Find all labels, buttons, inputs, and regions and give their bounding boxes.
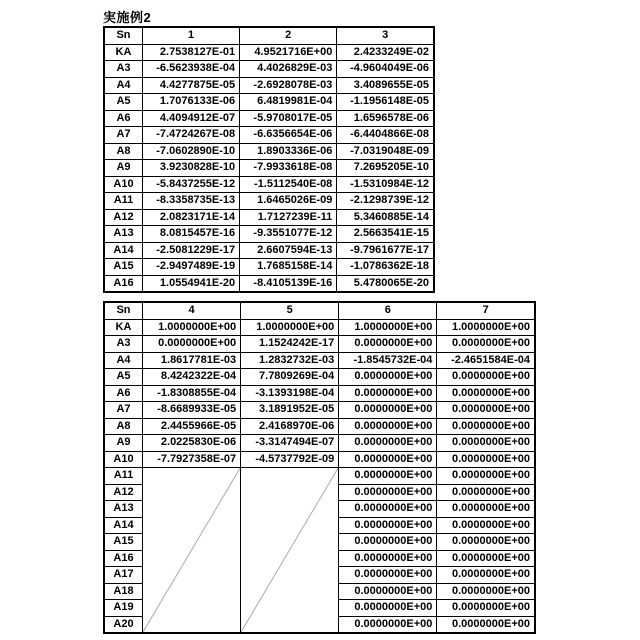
value-cell: -2.1298739E-12 <box>337 193 434 210</box>
value-cell: -5.8437255E-12 <box>143 176 240 193</box>
value-cell: 0.0000000E+00 <box>437 501 535 518</box>
table-row-A9 <box>104 435 535 452</box>
value-cell: 1.7685158E-14 <box>240 259 337 276</box>
table-row-A11 <box>104 468 535 485</box>
table-row-A12 <box>104 209 434 226</box>
value-cell: -1.1956148E-05 <box>337 94 434 111</box>
value-cell: -8.4105139E-16 <box>240 275 337 292</box>
table-row-A10 <box>104 451 535 468</box>
column-header-5: 5 <box>241 302 339 319</box>
row-label: A6 <box>104 385 143 402</box>
column-header-Sn: Sn <box>104 302 143 319</box>
value-cell: 0.0000000E+00 <box>437 418 535 435</box>
value-cell: 0.0000000E+00 <box>437 534 535 551</box>
value-cell: 1.0000000E+00 <box>143 319 241 336</box>
value-cell: 0.0000000E+00 <box>437 385 535 402</box>
row-label: A15 <box>104 259 143 276</box>
table-row-A13 <box>104 226 434 243</box>
value-cell: 1.7076133E-06 <box>143 94 240 111</box>
value-cell: 0.0000000E+00 <box>339 550 437 567</box>
value-cell: 1.0000000E+00 <box>241 319 339 336</box>
value-cell: 0.0000000E+00 <box>143 336 241 353</box>
row-label: A5 <box>104 94 143 111</box>
value-cell: 1.2832732E-03 <box>241 352 339 369</box>
value-cell: -7.0319048E-09 <box>337 143 434 160</box>
row-label: A16 <box>104 550 143 567</box>
value-cell: 0.0000000E+00 <box>339 369 437 386</box>
value-cell: 1.6596578E-06 <box>337 110 434 127</box>
value-cell: 0.0000000E+00 <box>339 385 437 402</box>
value-cell: 0.0000000E+00 <box>437 435 535 452</box>
empty-diagonal-cell <box>241 468 339 634</box>
value-cell: 0.0000000E+00 <box>339 517 437 534</box>
column-header-1: 1 <box>143 27 240 44</box>
value-cell: -7.0602890E-10 <box>143 143 240 160</box>
table-body <box>104 44 434 292</box>
value-cell: -7.7927358E-07 <box>143 451 241 468</box>
table-row-A11 <box>104 193 434 210</box>
value-cell: -2.6928078E-03 <box>240 77 337 94</box>
value-cell: -9.7961677E-17 <box>337 242 434 259</box>
table-row-A3 <box>104 61 434 78</box>
value-cell: -6.5623938E-04 <box>143 61 240 78</box>
value-cell: 0.0000000E+00 <box>339 418 437 435</box>
value-cell: -8.6689933E-05 <box>143 402 241 419</box>
value-cell: 2.7538127E-01 <box>143 44 240 61</box>
table-row-A5 <box>104 369 535 386</box>
page-title: 実施例2 <box>103 10 152 25</box>
value-cell: -4.5737792E-09 <box>241 451 339 468</box>
table-row-A14 <box>104 242 434 259</box>
table-row-A8 <box>104 143 434 160</box>
table-row-A3 <box>104 336 535 353</box>
row-label: A13 <box>104 501 143 518</box>
value-cell: -1.8308855E-04 <box>143 385 241 402</box>
row-label: A14 <box>104 517 143 534</box>
value-cell: 4.4277875E-05 <box>143 77 240 94</box>
row-label: A17 <box>104 567 143 584</box>
value-cell: -8.3358735E-13 <box>143 193 240 210</box>
value-cell: -3.3147494E-07 <box>241 435 339 452</box>
value-cell: -5.9708017E-05 <box>240 110 337 127</box>
row-label: A12 <box>104 484 143 501</box>
row-label: A10 <box>104 451 143 468</box>
value-cell: 2.5663541E-15 <box>337 226 434 243</box>
table-body <box>104 319 535 633</box>
value-cell: 7.7809269E-04 <box>241 369 339 386</box>
value-cell: -1.5112540E-08 <box>240 176 337 193</box>
value-cell: -4.9604049E-06 <box>337 61 434 78</box>
value-cell: 0.0000000E+00 <box>437 616 535 633</box>
value-cell: 2.4233249E-02 <box>337 44 434 61</box>
value-cell: -1.0786362E-18 <box>337 259 434 276</box>
row-label: A4 <box>104 77 143 94</box>
value-cell: 0.0000000E+00 <box>437 600 535 617</box>
diagonal-line-icon <box>241 468 338 632</box>
table-row-A6 <box>104 110 434 127</box>
row-label: A8 <box>104 418 143 435</box>
row-label: A3 <box>104 336 143 353</box>
table-row-A4 <box>104 352 535 369</box>
row-label: A19 <box>104 600 143 617</box>
value-cell: 4.4094912E-07 <box>143 110 240 127</box>
value-cell: 0.0000000E+00 <box>437 451 535 468</box>
row-label: A7 <box>104 127 143 144</box>
value-cell: -2.9497489E-19 <box>143 259 240 276</box>
value-cell: 0.0000000E+00 <box>339 402 437 419</box>
value-cell: -7.4724267E-08 <box>143 127 240 144</box>
value-cell: 7.2695205E-10 <box>337 160 434 177</box>
table-row-A16 <box>104 275 434 292</box>
row-label: A6 <box>104 110 143 127</box>
row-label: A18 <box>104 583 143 600</box>
value-cell: 5.4780065E-20 <box>337 275 434 292</box>
value-cell: 0.0000000E+00 <box>339 468 437 485</box>
row-label: A11 <box>104 468 143 485</box>
table-row-A5 <box>104 94 434 111</box>
value-cell: 8.0815457E-16 <box>143 226 240 243</box>
value-cell: 0.0000000E+00 <box>437 583 535 600</box>
table-row-KA <box>104 44 434 61</box>
value-cell: 0.0000000E+00 <box>437 517 535 534</box>
coefficient-table-1 <box>103 26 435 293</box>
row-label: A15 <box>104 534 143 551</box>
column-header-4: 4 <box>143 302 241 319</box>
value-cell: -6.6356654E-06 <box>240 127 337 144</box>
value-cell: -9.3551077E-12 <box>240 226 337 243</box>
row-label: A9 <box>104 160 143 177</box>
value-cell: 1.1524242E-17 <box>241 336 339 353</box>
value-cell: 0.0000000E+00 <box>339 567 437 584</box>
value-cell: 0.0000000E+00 <box>339 435 437 452</box>
value-cell: 0.0000000E+00 <box>437 550 535 567</box>
table-header-row <box>104 27 434 44</box>
value-cell: 2.4168970E-06 <box>241 418 339 435</box>
value-cell: 0.0000000E+00 <box>437 336 535 353</box>
value-cell: 0.0000000E+00 <box>437 567 535 584</box>
value-cell: 0.0000000E+00 <box>339 484 437 501</box>
value-cell: -7.9933618E-08 <box>240 160 337 177</box>
value-cell: -6.4404866E-08 <box>337 127 434 144</box>
diagonal-line-icon <box>143 468 240 632</box>
table-row-A4 <box>104 77 434 94</box>
value-cell: 0.0000000E+00 <box>339 451 437 468</box>
row-label: A16 <box>104 275 143 292</box>
row-label: A12 <box>104 209 143 226</box>
value-cell: 0.0000000E+00 <box>437 468 535 485</box>
value-cell: 1.0000000E+00 <box>339 319 437 336</box>
row-label: A10 <box>104 176 143 193</box>
row-label: A20 <box>104 616 143 633</box>
value-cell: 0.0000000E+00 <box>437 369 535 386</box>
table-row-A8 <box>104 418 535 435</box>
value-cell: 1.0554941E-20 <box>143 275 240 292</box>
column-header-2: 2 <box>240 27 337 44</box>
coefficient-table-2 <box>103 301 536 634</box>
column-header-Sn: Sn <box>104 27 143 44</box>
value-cell: -1.5310984E-12 <box>337 176 434 193</box>
value-cell: 1.8617781E-03 <box>143 352 241 369</box>
table-row-A15 <box>104 259 434 276</box>
row-label: A7 <box>104 402 143 419</box>
value-cell: 8.4242322E-04 <box>143 369 241 386</box>
value-cell: 2.0225830E-06 <box>143 435 241 452</box>
value-cell: 3.4089655E-05 <box>337 77 434 94</box>
value-cell: 1.8903336E-06 <box>240 143 337 160</box>
row-label: KA <box>104 319 143 336</box>
value-cell: 0.0000000E+00 <box>339 501 437 518</box>
table-row-A6 <box>104 385 535 402</box>
table-row-A10 <box>104 176 434 193</box>
row-label: A8 <box>104 143 143 160</box>
value-cell: 0.0000000E+00 <box>339 616 437 633</box>
value-cell: 1.6465026E-09 <box>240 193 337 210</box>
value-cell: 0.0000000E+00 <box>339 336 437 353</box>
empty-diagonal-cell <box>143 468 241 634</box>
table-header-row <box>104 302 535 319</box>
value-cell: 0.0000000E+00 <box>437 484 535 501</box>
row-label: A3 <box>104 61 143 78</box>
row-label: A13 <box>104 226 143 243</box>
value-cell: 2.0823171E-14 <box>143 209 240 226</box>
table-row-A7 <box>104 127 434 144</box>
value-cell: 3.1891952E-05 <box>241 402 339 419</box>
value-cell: 5.3460885E-14 <box>337 209 434 226</box>
value-cell: 6.4819981E-04 <box>240 94 337 111</box>
row-label: A14 <box>104 242 143 259</box>
value-cell: -1.8545732E-04 <box>339 352 437 369</box>
value-cell: 4.9521716E+00 <box>240 44 337 61</box>
table-row-A9 <box>104 160 434 177</box>
value-cell: 2.6607594E-13 <box>240 242 337 259</box>
table-row-A7 <box>104 402 535 419</box>
row-label: A4 <box>104 352 143 369</box>
table-row-KA <box>104 319 535 336</box>
value-cell: -2.4651584E-04 <box>437 352 535 369</box>
value-cell: 0.0000000E+00 <box>437 402 535 419</box>
row-label: A11 <box>104 193 143 210</box>
row-label: A5 <box>104 369 143 386</box>
row-label: A9 <box>104 435 143 452</box>
value-cell: -2.5081229E-17 <box>143 242 240 259</box>
value-cell: 1.0000000E+00 <box>437 319 535 336</box>
value-cell: 2.4455966E-05 <box>143 418 241 435</box>
column-header-6: 6 <box>339 302 437 319</box>
value-cell: 4.4026829E-03 <box>240 61 337 78</box>
column-header-3: 3 <box>337 27 434 44</box>
value-cell: 0.0000000E+00 <box>339 583 437 600</box>
row-label: KA <box>104 44 143 61</box>
column-header-7: 7 <box>437 302 535 319</box>
value-cell: 0.0000000E+00 <box>339 534 437 551</box>
value-cell: 3.9230828E-10 <box>143 160 240 177</box>
value-cell: 0.0000000E+00 <box>339 600 437 617</box>
value-cell: 1.7127239E-11 <box>240 209 337 226</box>
value-cell: -3.1393198E-04 <box>241 385 339 402</box>
